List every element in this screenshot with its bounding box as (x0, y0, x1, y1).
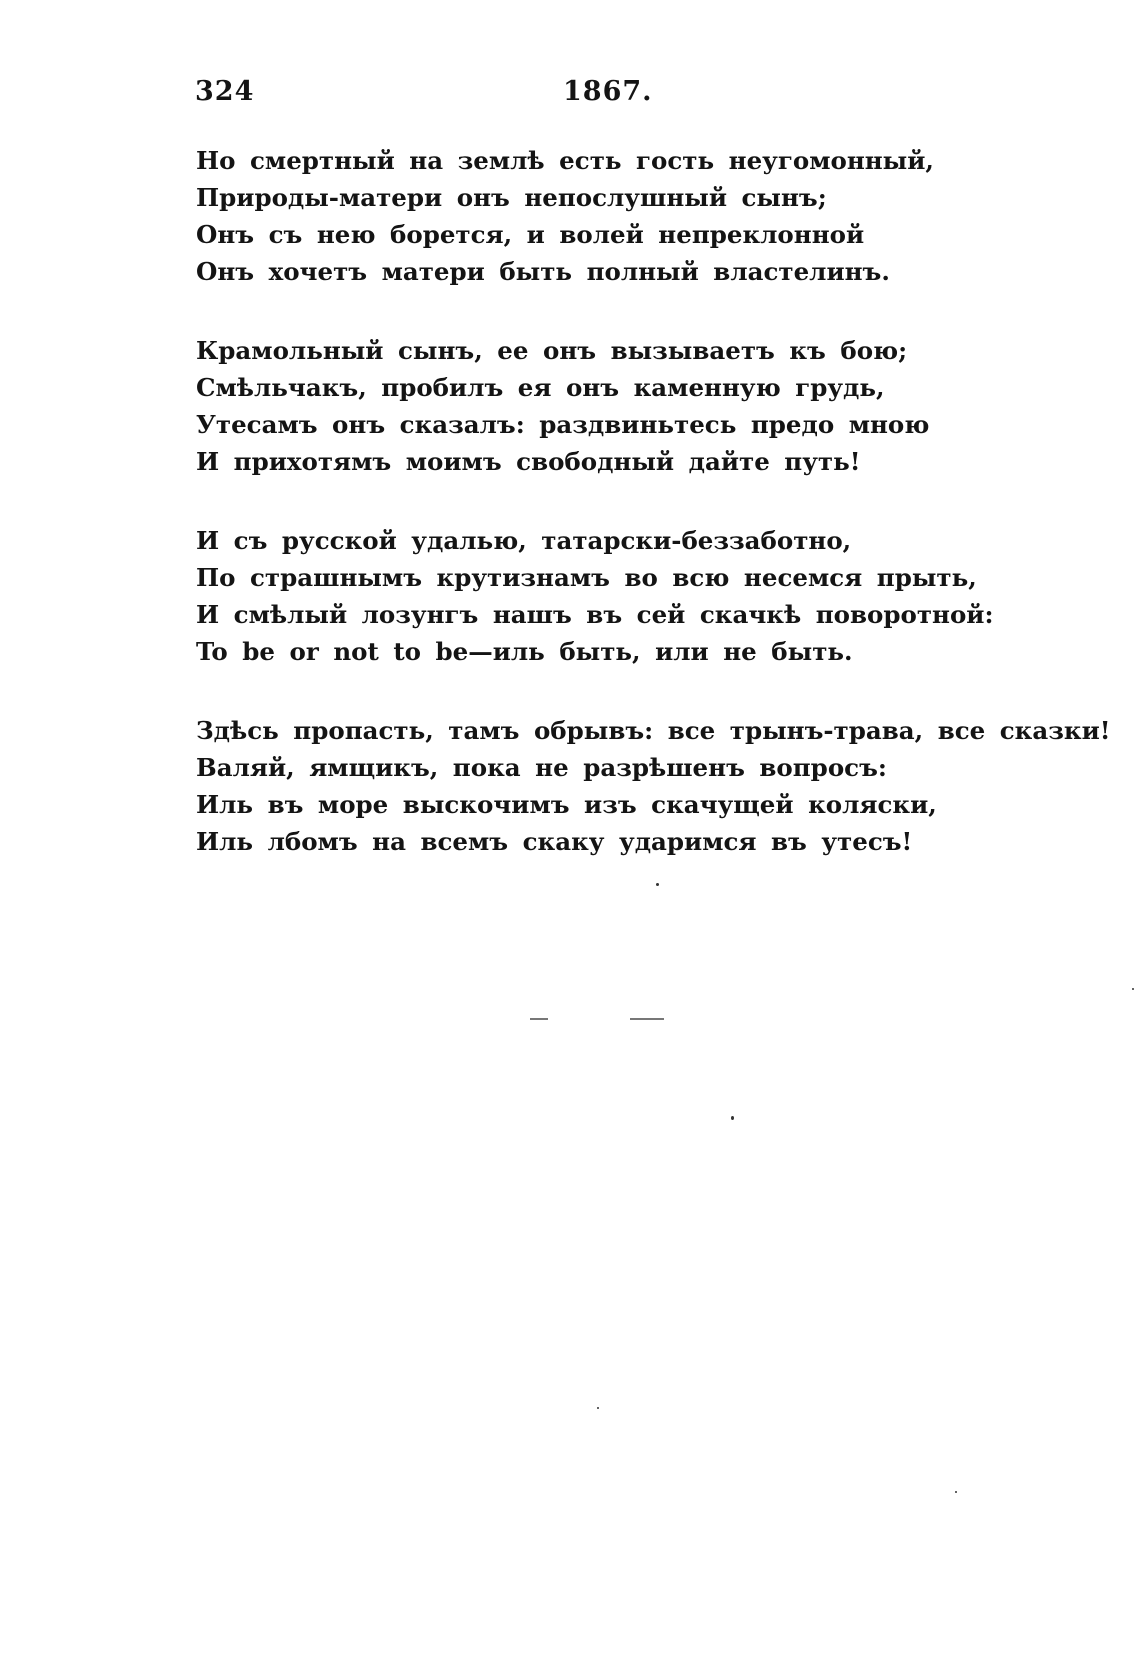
poem-line: Крамольный сынъ, ее онъ вызываетъ къ бою; (196, 336, 908, 365)
scan-speck (731, 1116, 734, 1120)
poem-line: Но смертный на землѣ есть гость неугомонный, (196, 146, 934, 175)
poem-line: Онъ съ нею борется, и волей непреклонной (196, 220, 865, 249)
running-header-year: 1867. (563, 76, 653, 107)
page-number: 324 (195, 76, 255, 107)
poem-line: To be or not to be—иль быть, или не быть. (196, 637, 853, 666)
poem-line: И смѣлый лозунгъ нашъ въ сей скачкѣ поворотной: (196, 600, 994, 629)
stanza-3 (196, 522, 1096, 670)
scan-speck (1132, 988, 1134, 990)
scan-speck (656, 883, 659, 886)
poem (196, 142, 1111, 902)
poem-line: И съ русской удалью, татарски-беззаботно, (196, 526, 852, 555)
stanza-2 (196, 332, 1096, 480)
poem-line: Валяй, ямщикъ, пока не разрѣшенъ вопросъ: (196, 753, 887, 782)
poem-line: Смѣльчакъ, пробилъ ея онъ каменную грудь, (196, 373, 885, 402)
poem-line: И прихотямъ моимъ свободный дайте путь! (196, 447, 861, 476)
section-rule-dash (630, 1018, 664, 1020)
poem-line: Утесамъ онъ сказалъ: раздвиньтесь предо мною (196, 410, 930, 439)
section-rule-dash (530, 1018, 548, 1020)
poem-line: Иль въ море выскочимъ изъ скачущей коляски, (196, 790, 937, 819)
poem-line: Здѣсь пропасть, тамъ обрывъ: все трынъ-трава, все сказки! (196, 716, 1111, 745)
poem-line: Природы-матери онъ непослушный сынъ; (196, 183, 827, 212)
stanza-1 (196, 142, 1096, 290)
poem-line: Иль лбомъ на всемъ скаку ударимся въ утесъ! (196, 827, 913, 856)
scan-speck (597, 1407, 599, 1409)
stanza-4 (196, 712, 1111, 860)
poem-line: По страшнымъ крутизнамъ во всю несемся прыть, (196, 563, 977, 592)
scan-speck (955, 1491, 957, 1493)
poem-line: Онъ хочетъ матери быть полный властелинъ. (196, 257, 890, 286)
